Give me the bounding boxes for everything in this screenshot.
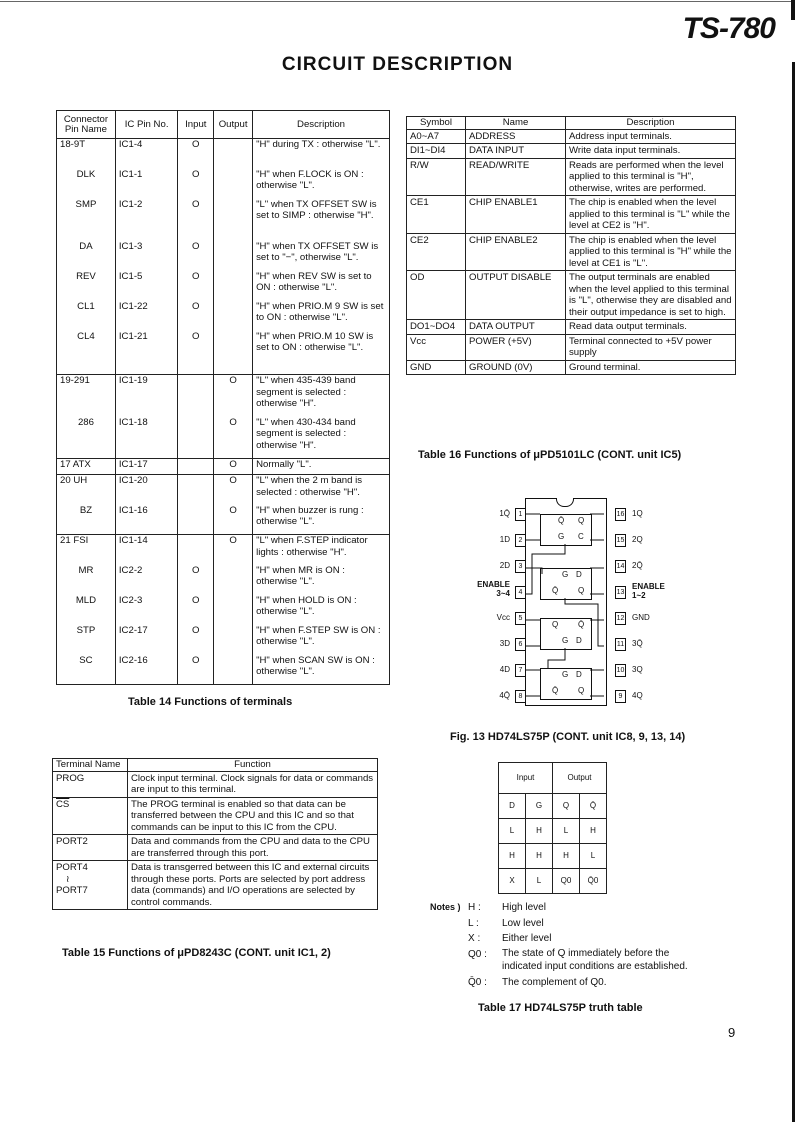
t17-cell: L — [553, 819, 580, 844]
table-row — [57, 475, 390, 505]
t16-name: CHIP ENABLE2 — [466, 233, 566, 271]
t14-pin: SC — [57, 655, 116, 685]
t14-header-description: Description — [253, 111, 390, 139]
t17-header-input: Input — [499, 763, 553, 794]
table-row — [53, 797, 378, 835]
t14-pin: CL4 — [57, 331, 116, 375]
t14-ic: IC1-14 — [115, 535, 177, 565]
page-edge-bar-top — [791, 0, 795, 20]
t14-input: O — [178, 271, 214, 301]
t16-symbol: Vcc — [407, 334, 466, 360]
t14-desc: Normally "L". — [253, 459, 390, 475]
note-value: Low level — [502, 917, 544, 929]
t14-output — [214, 625, 253, 655]
t14-desc: "H" when PRIO.M 9 SW is set to ON : otherwise "L". — [253, 301, 390, 331]
t14-input — [178, 475, 214, 505]
t14-output — [214, 331, 253, 375]
t14-output: O — [214, 535, 253, 565]
t14-input: O — [178, 331, 214, 375]
pin-14: 14 — [615, 560, 626, 573]
t14-input: O — [178, 139, 214, 169]
table-row — [407, 233, 736, 271]
t15-function: The PROG terminal is enabled so that data can be transferred between the CPU and this IC and so that commands can be input to this IC from the CPU. — [128, 797, 378, 835]
table-row — [57, 535, 390, 565]
t15-name-cell — [53, 861, 128, 910]
t16-desc: Address input terminals. — [566, 129, 736, 144]
table-row — [57, 417, 390, 459]
t14-pin: MR — [57, 565, 116, 595]
latch-letter: G — [562, 570, 569, 579]
pin-3-label: 2D — [499, 561, 510, 570]
t16-desc: The chip is enabled when the level applied to this terminal is "H" while the level at CE1 is "L". — [566, 233, 736, 271]
pin-12-label: GND — [632, 613, 650, 622]
figure-13-caption: Fig. 13 HD74LS75P (CONT. unit IC8, 9, 13, 14) — [450, 731, 686, 743]
t14-desc: "H" when PRIO.M 10 SW is set to ON : otherwise "L". — [253, 331, 390, 375]
t16-name: POWER (+5V) — [466, 334, 566, 360]
model-number: TS-780 — [682, 12, 775, 45]
t15-name: $\overline{CS}$ — [53, 797, 128, 835]
table-row — [407, 129, 736, 144]
table-row — [53, 771, 378, 797]
t14-ic: IC1-21 — [115, 331, 177, 375]
t14-desc: "H" when REV SW is set to ON : otherwise "L". — [253, 271, 390, 301]
latch-letter: D — [576, 570, 582, 579]
note-key: Q̄0 : — [468, 976, 487, 988]
t17-cell: H — [553, 844, 580, 869]
notes — [430, 900, 710, 990]
latch-letter: Q — [552, 620, 559, 629]
table-row — [499, 869, 607, 894]
t16-desc: The output terminals are enabled when the level applied to this terminal is "L", otherwise they are disabled and their output impedance is set to high. — [566, 271, 736, 320]
table-row — [407, 334, 736, 360]
pin-8-label: 4Q̄ — [499, 691, 510, 700]
t14-input — [178, 417, 214, 459]
t15-name-end: PORT7 — [56, 885, 88, 896]
t16-header-name: Name — [466, 117, 566, 130]
t17-cell: L — [580, 844, 607, 869]
t14-output: O — [214, 375, 253, 417]
t14-output — [214, 271, 253, 301]
t14-input — [178, 535, 214, 565]
t17-col-d: D — [499, 794, 526, 819]
t17-cell: L — [526, 869, 553, 894]
table-row — [57, 331, 390, 375]
t15-header-function: Function — [128, 759, 378, 772]
note-key: H : — [468, 902, 481, 913]
t14-pin: DA — [57, 241, 116, 271]
t14-ic: IC1-2 — [115, 199, 177, 241]
pin-9: 9 — [615, 690, 626, 703]
t14-desc: "H" when TX OFFSET SW is set to "−", otherwise "L". — [253, 241, 390, 271]
t17-col-g: G — [526, 794, 553, 819]
t14-ic: IC2-16 — [115, 655, 177, 685]
t14-output — [214, 139, 253, 169]
t14-desc: "H" when SCAN SW is ON : otherwise "L". — [253, 655, 390, 685]
note-value: Either level — [502, 933, 552, 944]
t14-header-output: Output — [214, 111, 253, 139]
notes-label: Notes ) — [430, 902, 461, 912]
t16-symbol: GND — [407, 360, 466, 375]
t17-cell: H — [580, 819, 607, 844]
latch-letter: Q — [578, 686, 585, 695]
table-row — [57, 595, 390, 625]
t14-ic: IC1-19 — [115, 375, 177, 417]
latch-letter: G — [562, 636, 569, 645]
t14-ic: IC1-22 — [115, 301, 177, 331]
t14-input: O — [178, 565, 214, 595]
t14-input: O — [178, 241, 214, 271]
t14-ic: IC2-2 — [115, 565, 177, 595]
t14-pin: 17 ATX — [57, 459, 116, 475]
t15-function: Data is transgerred between this IC and external circuits through these ports. Ports are selected by port address data (commands) and I/O operations are selected by control commands. — [128, 861, 378, 910]
t14-pin: 21 FSI — [57, 535, 116, 565]
pin-11-label: 3Q̄ — [632, 639, 643, 648]
t14-ic: IC1-4 — [115, 139, 177, 169]
latch-letter: C — [578, 532, 584, 541]
pin-6-label: 3D — [499, 639, 510, 648]
pin-9-label: 4Q — [632, 691, 643, 700]
t17-cell: H — [499, 844, 526, 869]
t14-header-pin: Connector Pin Name — [57, 111, 116, 139]
pin-16-label: 1Q — [632, 509, 643, 518]
t14-desc: "L" when TX OFFSET SW is set to SIMP : otherwise "H". — [253, 199, 390, 241]
note-value: The state of Q immediately before the indicated input conditions are established. — [502, 947, 688, 972]
t14-output — [214, 655, 253, 685]
t17-col-q: Q — [553, 794, 580, 819]
t14-ic: IC1-5 — [115, 271, 177, 301]
t16-symbol: OD — [407, 271, 466, 320]
latch-letter: Q̄ — [552, 586, 559, 595]
note-item — [430, 900, 710, 916]
t14-output — [214, 565, 253, 595]
table-row — [499, 844, 607, 869]
t16-symbol: R/W — [407, 158, 466, 196]
t14-output: O — [214, 505, 253, 535]
pin-5: 5 — [515, 612, 526, 625]
table-17-caption: Table 17 HD74LS75P truth table — [478, 1002, 643, 1014]
t16-symbol: DO1~DO4 — [407, 320, 466, 335]
t14-desc: "L" when F.STEP indicator lights : otherwise "H". — [253, 535, 390, 565]
table-row — [57, 505, 390, 535]
t16-desc: Read data output terminals. — [566, 320, 736, 335]
t17-cell: X — [499, 869, 526, 894]
table-16-caption: Table 16 Functions of μPD5101LC (CONT. unit IC5) — [418, 449, 682, 461]
table-row — [57, 459, 390, 475]
pin-5-label: Vcc — [496, 613, 510, 622]
table-row — [57, 375, 390, 417]
table-row — [53, 861, 378, 910]
t14-input — [178, 505, 214, 535]
pin-14-label: 2Q̄ — [632, 561, 643, 570]
chip-wiring — [470, 494, 680, 714]
t15-name: PROG — [53, 771, 128, 797]
table-row — [499, 819, 607, 844]
t14-pin: DLK — [57, 169, 116, 199]
t17-col-qbar: Q̄ — [580, 794, 607, 819]
page-top-rule — [0, 1, 795, 2]
pin-4: 4 — [515, 586, 526, 599]
table-15 — [52, 758, 378, 910]
t14-pin: CL1 — [57, 301, 116, 331]
latch-letter: Q̄ — [578, 620, 585, 629]
page-title: CIRCUIT DESCRIPTION — [281, 54, 514, 75]
table-row — [57, 565, 390, 595]
t14-desc: "H" when MR is ON : otherwise "L". — [253, 565, 390, 595]
t16-name: DATA INPUT — [466, 144, 566, 159]
table-row — [407, 360, 736, 375]
t14-pin: 286 — [57, 417, 116, 459]
pin-13-label: ENABLE 1~2 — [632, 582, 665, 600]
pin-11: 11 — [615, 638, 626, 651]
t14-body — [57, 139, 390, 685]
note-value: The complement of Q0. — [502, 976, 607, 988]
latch-letter: D — [576, 670, 582, 679]
table-row — [57, 625, 390, 655]
t16-name: READ/WRITE — [466, 158, 566, 196]
latch-letter: Q̄ — [552, 686, 559, 695]
note-key: L : — [468, 917, 479, 929]
pin-10-label: 3Q — [632, 665, 643, 674]
t14-output — [214, 595, 253, 625]
t14-input: O — [178, 199, 214, 241]
note-item — [430, 916, 710, 932]
table-row — [407, 144, 736, 159]
t14-ic: IC2-17 — [115, 625, 177, 655]
t16-name: GROUND (0V) — [466, 360, 566, 375]
pin-12: 12 — [615, 612, 626, 625]
t16-desc: Reads are performed when the level applied to this terminal is "H", otherwise, writes are performed. — [566, 158, 736, 196]
t14-input — [178, 375, 214, 417]
t16-symbol: CE2 — [407, 233, 466, 271]
note-key: Q0 : — [468, 948, 487, 960]
table-15-caption: Table 15 Functions of μPD8243C (CONT. unit IC1, 2) — [62, 947, 331, 959]
t14-output — [214, 241, 253, 271]
table-16 — [406, 116, 736, 375]
t14-header-input: Input — [178, 111, 214, 139]
pin-2: 2 — [515, 534, 526, 547]
t14-output — [214, 301, 253, 331]
t16-header-symbol: Symbol — [407, 117, 466, 130]
t17-cell: H — [526, 844, 553, 869]
t14-output: O — [214, 475, 253, 505]
t17-header-output: Output — [553, 763, 607, 794]
table-row — [407, 158, 736, 196]
t14-ic: IC2-3 — [115, 595, 177, 625]
t16-symbol: DI1~DI4 — [407, 144, 466, 159]
t14-pin: BZ — [57, 505, 116, 535]
latch-letter: Q — [578, 586, 585, 595]
t15-header-terminal: Terminal Name — [53, 759, 128, 772]
t16-symbol: A0~A7 — [407, 129, 466, 144]
table-14 — [56, 110, 390, 685]
t14-header-ic: IC Pin No. — [115, 111, 177, 139]
pin-16: 16 — [615, 508, 626, 521]
t14-ic: IC1-3 — [115, 241, 177, 271]
t16-desc: Terminal connected to +5V power supply — [566, 334, 736, 360]
t14-input: O — [178, 301, 214, 331]
t14-ic: IC1-17 — [115, 459, 177, 475]
note-item — [430, 931, 710, 947]
t14-output: O — [214, 459, 253, 475]
pin-10: 10 — [615, 664, 626, 677]
pin-15-label: 2Q — [632, 535, 643, 544]
table-row — [57, 271, 390, 301]
table-row — [407, 320, 736, 335]
t15-name: PORT2 — [53, 835, 128, 861]
table-row — [57, 199, 390, 241]
pin-3: 3 — [515, 560, 526, 573]
t14-desc: "H" when F.STEP SW is ON : otherwise "L". — [253, 625, 390, 655]
t17-cell: L — [499, 819, 526, 844]
pin-2-label: 1D — [499, 535, 510, 544]
t14-desc: "L" when 435-439 band segment is selected : otherwise "H". — [253, 375, 390, 417]
pin-8: 8 — [515, 690, 526, 703]
t14-output: O — [214, 417, 253, 459]
table-row — [407, 271, 736, 320]
t16-name: ADDRESS — [466, 129, 566, 144]
t16-name: OUTPUT DISABLE — [466, 271, 566, 320]
t14-output — [214, 169, 253, 199]
t16-name: DATA OUTPUT — [466, 320, 566, 335]
t16-desc: Write data input terminals. — [566, 144, 736, 159]
table-row — [53, 835, 378, 861]
t14-input: O — [178, 655, 214, 685]
t14-input: O — [178, 595, 214, 625]
t16-header-description: Description — [566, 117, 736, 130]
t14-ic: IC1-1 — [115, 169, 177, 199]
pin-4-label: ENABLE 3~4 — [477, 580, 510, 598]
table-14-caption: Table 14 Functions of terminals — [128, 696, 293, 708]
t14-pin: 20 UH — [57, 475, 116, 505]
t16-desc: The chip is enabled when the level applied to this terminal is "L" while the level at CE2 is "H". — [566, 196, 736, 234]
pin-7: 7 — [515, 664, 526, 677]
t14-desc: "H" when buzzer is rung : otherwise "L". — [253, 505, 390, 535]
t14-pin: 19-291 — [57, 375, 116, 417]
t14-pin: 18-9T — [57, 139, 116, 169]
t16-desc: Ground terminal. — [566, 360, 736, 375]
latch-letter: G — [562, 670, 569, 679]
table-row — [407, 196, 736, 234]
note-value: High level — [502, 902, 546, 913]
t16-name: CHIP ENABLE1 — [466, 196, 566, 234]
t15-name: PORT4 — [56, 862, 88, 873]
t14-pin: STP — [57, 625, 116, 655]
pin-6: 6 — [515, 638, 526, 651]
t14-input: O — [178, 169, 214, 199]
chip-diagram — [470, 494, 680, 714]
t14-output — [214, 199, 253, 241]
t14-desc: "H" when HOLD is ON : otherwise "L". — [253, 595, 390, 625]
t14-input — [178, 459, 214, 475]
pin-1-label: 1Q̄ — [499, 509, 510, 518]
note-key: X : — [468, 933, 481, 944]
pin-1: 1 — [515, 508, 526, 521]
table-row — [57, 169, 390, 199]
table-row — [57, 655, 390, 685]
note-item — [430, 947, 710, 973]
latch-letter: Q — [578, 516, 585, 525]
t15-function: Data and commands from the CPU and data to the CPU are transferred through this port. — [128, 835, 378, 861]
table-row — [57, 241, 390, 271]
t16-symbol: CE1 — [407, 196, 466, 234]
t15-function: Clock input terminal. Clock signals for data or commands are input to this terminal. — [128, 771, 378, 797]
table-17 — [498, 762, 607, 894]
t14-pin: MLD — [57, 595, 116, 625]
t17-cell: H — [526, 819, 553, 844]
note-item — [430, 975, 710, 991]
t14-pin: SMP — [57, 199, 116, 241]
t14-desc: "H" during TX : otherwise "L". — [253, 139, 390, 169]
latch-letter: G — [558, 532, 565, 541]
t14-desc: "H" when F.LOCK is ON : otherwise "L". — [253, 169, 390, 199]
t17-cell: Q̄0 — [580, 869, 607, 894]
latch-letter: Q̄ — [558, 516, 565, 525]
pin-15: 15 — [615, 534, 626, 547]
table-row — [57, 139, 390, 169]
t14-input: O — [178, 625, 214, 655]
t14-desc: "L" when the 2 m band is selected : otherwise "H". — [253, 475, 390, 505]
latch-letter: D — [576, 636, 582, 645]
t14-desc: "L" when 430-434 band segment is selected : otherwise "H". — [253, 417, 390, 459]
page-number: 9 — [728, 1025, 736, 1040]
pin-13: 13 — [615, 586, 626, 599]
t14-pin: REV — [57, 271, 116, 301]
t17-cell: Q0 — [553, 869, 580, 894]
t15-range-mark: ≀ — [66, 873, 70, 885]
table-row — [57, 301, 390, 331]
t14-ic: IC1-16 — [115, 505, 177, 535]
pin-7-label: 4D — [499, 665, 510, 674]
t14-ic: IC1-18 — [115, 417, 177, 459]
t14-ic: IC1-20 — [115, 475, 177, 505]
